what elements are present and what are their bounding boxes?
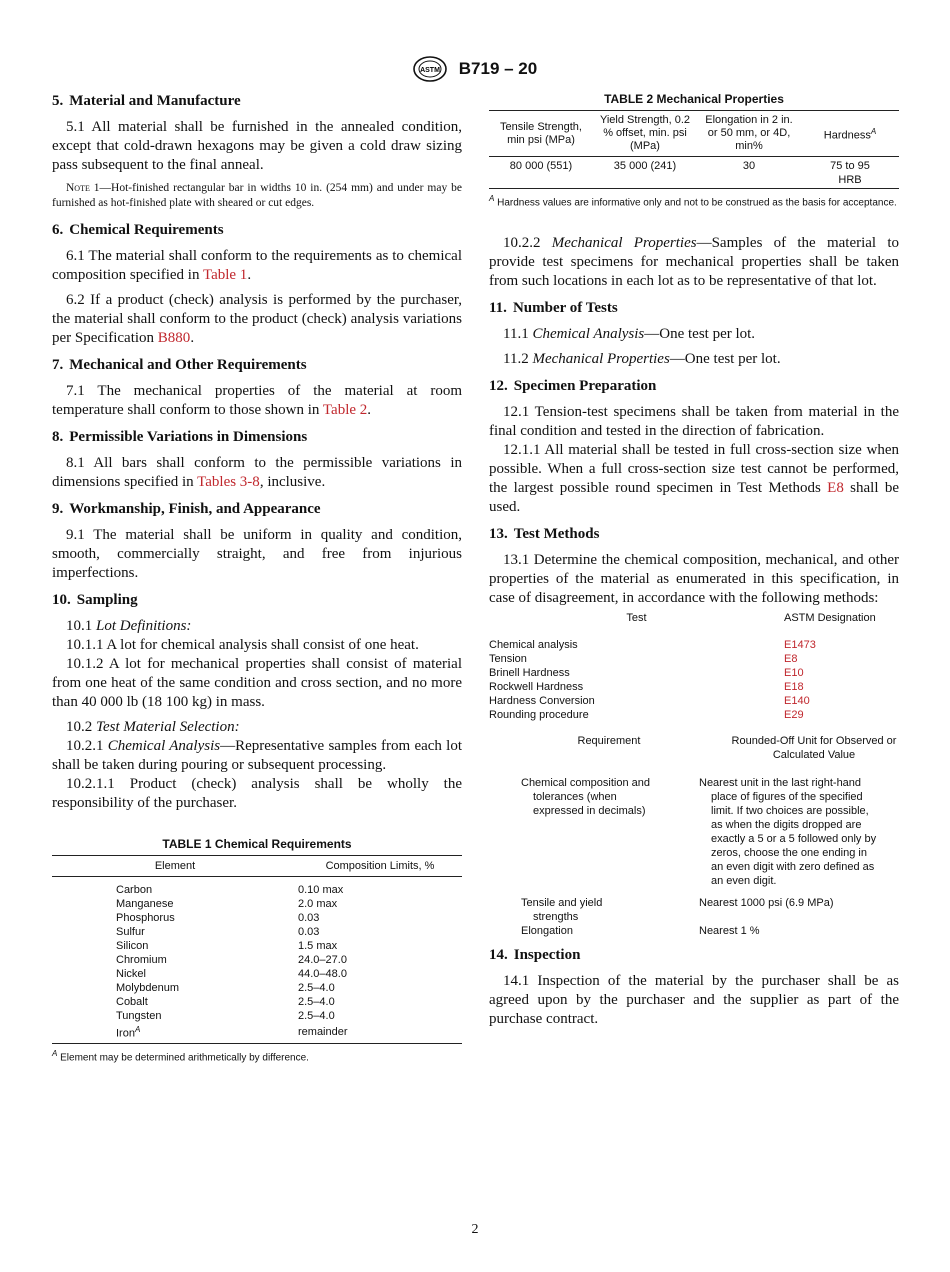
paragraph-14-1: 14.1 Inspection of the material by the purchaser shall be as agreed upon by the purchaser and the supplier as part of the purchase contract. bbox=[489, 973, 899, 1028]
b880-link[interactable]: B880 bbox=[157, 330, 191, 346]
document-designation: B719 – 20 bbox=[458, 59, 538, 78]
table-row: Cobalt 2.5–4.0 bbox=[116, 996, 335, 1008]
e29-link[interactable]: E29 bbox=[784, 709, 804, 722]
table-row: Iron$^A$ remainder bbox=[52, 1023, 462, 1043]
table-2-footnote: $^A$ Hardness values are informative only and not to be construed as the basis for acceptance. bbox=[489, 194, 897, 209]
table-2-header-tensile: Tensile Strength, min psi (MPa) bbox=[489, 111, 593, 157]
table-2-link[interactable]: Table 2 bbox=[322, 402, 368, 418]
paragraph-12-1-1: 12.1.1 All material shall be tested in full cross-section size when possible. When a full cross-section size test cannot be performed, the largest possible round specimen in Test Methods E8 shall be used. bbox=[489, 442, 899, 516]
table-1-header-limits: Composition Limits, % bbox=[298, 856, 462, 877]
table-row: Chromium 24.0–27.0 bbox=[116, 954, 347, 966]
paragraph-10-2-1-1: 10.2.1.1 Product (check) analysis shall be wholly the responsibility of the purchaser. bbox=[52, 776, 462, 811]
section-heading: 10. Sampling bbox=[52, 592, 138, 608]
table-2-title: TABLE 2 Mechanical Properties bbox=[604, 92, 784, 106]
list-item: Hardness Conversion E140 bbox=[489, 694, 899, 708]
rounding-table bbox=[489, 734, 899, 938]
table-2-header-hardness: Hardness$^A$ bbox=[801, 111, 899, 157]
e8-link[interactable]: E8 bbox=[784, 653, 798, 666]
svg-text:ASTM: ASTM bbox=[419, 67, 440, 74]
section-9 bbox=[52, 500, 462, 583]
paragraph-11-1: 11.1 Chemical Analysis—One test per lot. bbox=[503, 326, 756, 343]
e140-link[interactable]: E140 bbox=[784, 695, 810, 708]
table-2-header-elongation: Elongation in 2 in. or 50 mm, or 4D, min% bbox=[697, 111, 801, 157]
e18-link[interactable]: E18 bbox=[784, 681, 804, 694]
section-8 bbox=[52, 428, 462, 492]
methods-header-designation: ASTM Designation bbox=[784, 612, 876, 625]
section-heading: 11. Number of Tests bbox=[489, 300, 618, 317]
section-heading: 13. Test Methods bbox=[489, 526, 600, 543]
table-row: Nickel 44.0–48.0 bbox=[116, 968, 347, 980]
tables-3-8-link[interactable]: Tables 3-8 bbox=[197, 474, 260, 490]
section-11 bbox=[489, 299, 899, 369]
page-number: 2 bbox=[471, 1222, 479, 1237]
astm-logo-icon bbox=[413, 56, 447, 82]
section-heading: 7. Mechanical and Other Requirements bbox=[52, 357, 307, 373]
table-row: Tensile and yield strengths Nearest 1000 psi (6.9 MPa) bbox=[521, 897, 834, 924]
rounding-header-unit: Rounded-Off Unit for Observed or Calculated Value bbox=[731, 735, 897, 762]
paragraph-8-1: 8.1 All bars shall conform to the permissible variations in dimensions specified in Tables 3-8, inclusive. bbox=[52, 455, 462, 490]
section-heading: 9. Workmanship, Finish, and Appearance bbox=[52, 501, 321, 517]
test-methods-list bbox=[489, 612, 899, 722]
section-heading: 6. Chemical Requirements bbox=[52, 222, 224, 238]
section-heading: 14. Inspection bbox=[489, 947, 581, 964]
table-row: Phosphorus 0.03 bbox=[116, 912, 320, 924]
paragraph-12-1: 12.1 Tension-test specimens shall be taken from material in the final condition and tested in the direction of fabrication. bbox=[489, 404, 899, 440]
paragraph-10-2-2: 10.2.2 Mechanical Properties—Samples of the material to provide test specimens for mechanical properties shall be taken from such locations in each lot as to be representative of that lot. bbox=[489, 235, 900, 290]
table-2-header-yield: Yield Strength, 0.2 % offset, min. psi (MPa) bbox=[593, 111, 697, 157]
note-1: Note 1—Hot-finished rectangular bar in widths 10 in. (254 mm) and under may be furnished as hot-finished plate with sheared or cut edges. bbox=[52, 182, 462, 209]
paragraph-9-1: 9.1 The material shall be uniform in quality and condition, smooth, commercially straight, and free from injurious imperfections. bbox=[52, 527, 462, 581]
methods-header-test: Test bbox=[626, 612, 647, 625]
list-item: Brinell Hardness E10 bbox=[489, 666, 899, 680]
table-1-footnote: $^A$ Element may be determined arithmetically by difference. bbox=[52, 1048, 309, 1063]
section-14 bbox=[489, 946, 899, 1029]
section-heading: 8. Permissible Variations in Dimensions bbox=[52, 429, 308, 445]
table-1-header-element: Element bbox=[52, 856, 298, 877]
table-row: Sulfur 0.03 bbox=[116, 926, 320, 938]
table-row: Elongation Nearest 1 % bbox=[521, 925, 760, 938]
section-10 bbox=[52, 591, 462, 813]
paragraph-5-1: 5.1 All material shall be furnished in the annealed condition, except that cold-drawn hexagons may be given a cold draw sizing pass subsequent to the final anneal. bbox=[52, 119, 462, 173]
section-7 bbox=[52, 356, 462, 420]
section-6 bbox=[52, 221, 462, 348]
list-item: Chemical analysis E1473 bbox=[489, 638, 899, 652]
paragraph-7-1: 7.1 The mechanical properties of the material at room temperature shall conform to those shown in Table 2. bbox=[52, 383, 462, 418]
table-row: Silicon 1.5 max bbox=[116, 940, 338, 952]
table-row: Carbon 0.10 max bbox=[116, 884, 344, 896]
left-column bbox=[52, 92, 462, 1065]
list-item: Rockwell Hardness E18 bbox=[489, 680, 899, 694]
paragraph-10-1-2: 10.1.2 A lot for mechanical properties shall consist of material from one heat of the same condition and cross section, and no more than 40 000 lb (18 100 kg) in mass. bbox=[52, 656, 462, 710]
paragraph-6-1: 6.1 The material shall conform to the requirements as to chemical composition specified in Table 1. bbox=[52, 248, 462, 283]
list-item: Rounding procedure E29 bbox=[489, 708, 899, 722]
e10-link[interactable]: E10 bbox=[784, 667, 804, 680]
table-2 bbox=[489, 92, 899, 210]
section-heading: 12. Specimen Preparation bbox=[489, 378, 657, 395]
table-row: Tungsten 2.5–4.0 bbox=[116, 1010, 335, 1022]
section-5 bbox=[52, 92, 462, 211]
e1473-link[interactable]: E1473 bbox=[784, 639, 816, 652]
section-12 bbox=[489, 377, 899, 517]
e8-link[interactable]: E8 bbox=[827, 480, 844, 497]
table-1 bbox=[52, 837, 462, 1065]
section-13 bbox=[489, 525, 899, 938]
list-item: Tension E8 bbox=[489, 652, 899, 666]
section-10-continued bbox=[489, 234, 899, 291]
right-column bbox=[489, 92, 899, 1037]
table-1-link[interactable]: Table 1 bbox=[202, 267, 248, 283]
table-row: Manganese 2.0 max bbox=[116, 898, 338, 910]
paragraph-11-2: 11.2 Mechanical Properties—One test per lot. bbox=[503, 351, 781, 368]
table-row: Chemical composition and tolerances (when expressed in decimals) Nearest unit in the last right-hand place of figures of the specified limit. If two choices are possible, as when the digits dropped are exactly a 5 or a 5 followed only by zeros, choose the one ending in an even digit with zero defined as an even digit. bbox=[521, 777, 877, 888]
table-row: 80 000 (551) 35 000 (241) 30 75 to 95 HRB bbox=[489, 157, 899, 189]
paragraph-10-1-1: 10.1.1 A lot for chemical analysis shall consist of one heat. bbox=[66, 637, 419, 653]
section-heading: 5. Material and Manufacture bbox=[52, 93, 241, 109]
page-header bbox=[0, 56, 950, 82]
paragraph-10-1: 10.1 Lot Definitions: bbox=[66, 618, 192, 634]
paragraph-13-1: 13.1 Determine the chemical composition, mechanical, and other properties of the material as enumerated in this specification, in case of disagreement, in accordance with the following methods: bbox=[489, 552, 899, 607]
paragraph-10-2: 10.2 Test Material Selection: bbox=[66, 719, 240, 735]
paragraph-10-2-1: 10.2.1 Chemical Analysis—Representative samples from each lot shall be taken during pouring or subsequent processing. bbox=[52, 738, 463, 773]
table-row: Molybdenum 2.5–4.0 bbox=[116, 982, 335, 994]
paragraph-6-2: 6.2 If a product (check) analysis is performed by the purchaser, the material shall conform to the product (check) analysis variations per Specification B880. bbox=[52, 292, 462, 346]
table-1-title: TABLE 1 Chemical Requirements bbox=[162, 837, 352, 851]
rounding-header-requirement: Requirement bbox=[577, 735, 641, 748]
